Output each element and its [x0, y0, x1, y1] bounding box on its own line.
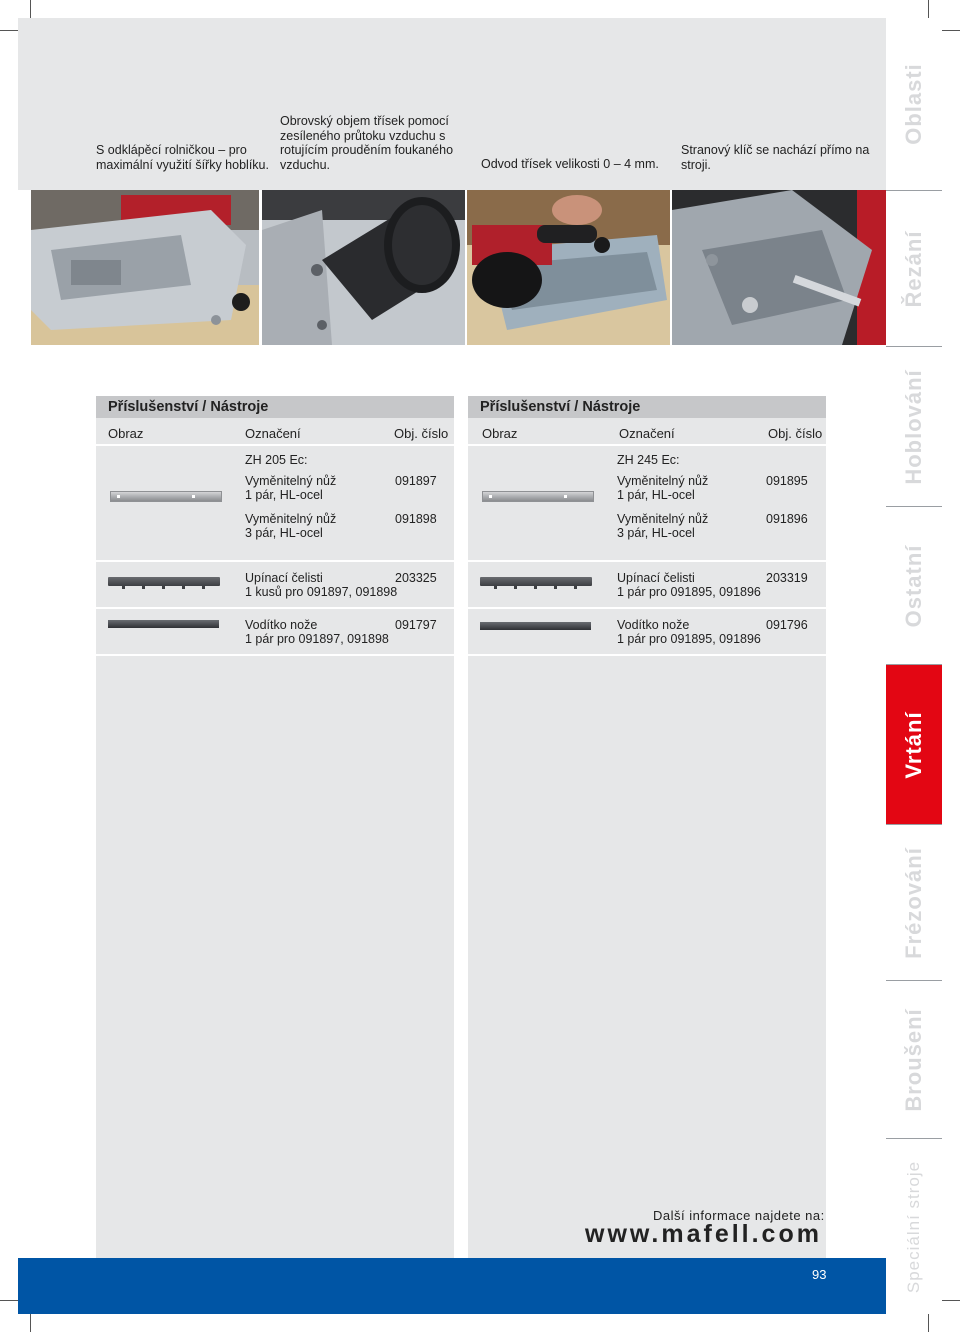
item-name: Upínací čelisti — [617, 571, 695, 585]
item-name: Vyměnitelný nůž — [617, 474, 709, 488]
model-label: ZH 245 Ec: — [617, 453, 680, 467]
tab-label: Frézování — [901, 846, 926, 959]
item-description: 1 pár, HL-ocel — [617, 488, 695, 502]
planer-with-hose-photo — [467, 190, 670, 345]
row-divider — [96, 560, 454, 562]
row-divider — [96, 607, 454, 609]
tab-label: Ostatní — [901, 544, 926, 627]
item-name: Upínací čelisti — [245, 571, 323, 585]
row-divider — [468, 560, 826, 562]
tab-brouseni[interactable] — [886, 980, 942, 1138]
row-divider — [96, 654, 454, 656]
item-code: 091897 — [395, 474, 437, 488]
item-description: 1 kusů pro 091897, 091898 — [245, 585, 398, 599]
crop-mark — [928, 0, 929, 18]
crop-mark — [928, 1314, 929, 1332]
section-sidebar — [886, 18, 942, 1314]
tab-label: Broušení — [901, 1007, 926, 1112]
column-header-image: Obraz — [482, 426, 518, 441]
row-divider — [468, 444, 826, 446]
tab-label: Vrtání — [901, 710, 926, 779]
item-code: 091896 — [766, 512, 808, 526]
chip-extraction-nozzle-photo — [262, 190, 465, 345]
item-description: 1 pár pro 091897, 091898 — [245, 632, 389, 646]
crop-mark — [942, 30, 960, 31]
item-name: Vyměnitelný nůž — [617, 512, 709, 526]
item-description: 1 pár, HL-ocel — [245, 488, 323, 502]
accessories-table-left — [96, 396, 454, 1258]
item-name: Vodítko nože — [245, 618, 318, 632]
item-code: 091898 — [395, 512, 437, 526]
row-divider — [468, 607, 826, 609]
caption-3: Odvod třísek velikosti 0 – 4 mm. — [481, 157, 659, 171]
table-title: Příslušenství / Nástroje — [96, 396, 454, 418]
crop-mark — [942, 1300, 960, 1301]
replaceable-knife-image — [482, 491, 594, 502]
tab-oblasti[interactable] — [886, 18, 942, 190]
item-code: 091796 — [766, 618, 808, 632]
tab-frezovani[interactable] — [886, 824, 942, 980]
item-code: 203319 — [766, 571, 808, 585]
item-code: 203325 — [395, 571, 437, 585]
clamping-jaws-image — [480, 577, 592, 586]
item-code: 091797 — [395, 618, 437, 632]
item-name: Vodítko nože — [617, 618, 690, 632]
crop-mark — [30, 1314, 31, 1332]
item-description: 1 pár pro 091895, 091896 — [617, 632, 761, 646]
knife-guide-image — [480, 622, 591, 630]
tab-label: Oblasti — [901, 63, 926, 145]
tab-ostatni[interactable] — [886, 506, 942, 664]
tab-label: Speciální stroje — [904, 1160, 923, 1293]
model-label: ZH 205 Ec: — [245, 453, 308, 467]
clamping-jaws-image — [108, 577, 220, 586]
crop-mark — [0, 1300, 18, 1301]
knife-guide-image — [108, 620, 219, 628]
column-header-name: Označení — [619, 426, 675, 441]
tab-specialni-stroje[interactable] — [886, 1138, 942, 1314]
side-wrench-photo — [672, 190, 886, 345]
item-description: 3 pár, HL-ocel — [617, 526, 695, 540]
tab-rezani[interactable] — [886, 190, 942, 346]
website-link[interactable]: www.mafell.com — [585, 1220, 822, 1248]
item-code: 091895 — [766, 474, 808, 488]
caption-4: Stranový klíč se nachází přímo na stroji. — [681, 143, 870, 172]
item-description: 3 pár, HL-ocel — [245, 526, 323, 540]
item-name: Vyměnitelný nůž — [245, 474, 337, 488]
tab-label: Řezání — [901, 230, 926, 307]
caption-2: Obrovský objem třísek pomocí zesíleného průtoku vzduchu s rotujícím prouděním foukaného vzduchu. — [280, 114, 454, 172]
row-divider — [96, 444, 454, 446]
footer-bar — [18, 1258, 886, 1314]
table-title: Příslušenství / Nástroje — [468, 396, 826, 418]
more-info-label: Další informace najdete na: — [653, 1208, 825, 1223]
column-header-order-number: Obj. číslo — [394, 426, 449, 441]
replaceable-knife-image — [110, 491, 222, 502]
item-description: 1 pár pro 091895, 091896 — [617, 585, 761, 599]
row-divider — [468, 654, 826, 656]
tab-vrtani[interactable] — [886, 664, 942, 824]
crop-mark — [0, 30, 18, 31]
caption-1: S odklápěcí rolničkou – pro maximální využití šířky hoblíku. — [96, 143, 269, 172]
crop-mark — [30, 0, 31, 18]
column-header-image: Obraz — [108, 426, 144, 441]
column-header-name: Označení — [245, 426, 301, 441]
column-header-order-number: Obj. číslo — [768, 426, 823, 441]
item-name: Vyměnitelný nůž — [245, 512, 337, 526]
accessories-table-right — [468, 396, 826, 1258]
tab-label: Hoblování — [901, 368, 926, 485]
planer-roller-photo — [31, 190, 259, 345]
tab-hoblovani[interactable] — [886, 346, 942, 506]
page-number: 93 — [812, 1267, 827, 1282]
